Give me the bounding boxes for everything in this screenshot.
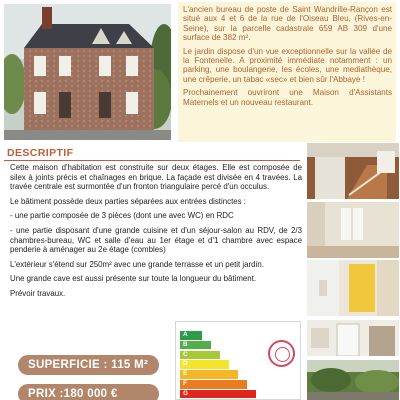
energy-label-header xyxy=(176,322,300,329)
photo-garden xyxy=(307,360,399,400)
energy-bar-g: G xyxy=(180,390,256,399)
desc-paragraph-parts: Le bâtiment possède deux parties séparées aux entrées distinctes : xyxy=(10,196,246,206)
energy-bar-b: B xyxy=(180,341,211,350)
energy-label xyxy=(175,321,301,400)
energy-bar-a: A xyxy=(180,331,202,340)
photo-room-window xyxy=(307,202,399,258)
house-photo xyxy=(4,4,171,140)
desc-paragraph-cellar: Une grande cave est aussi présente sur toute la longueur du bâtiment. xyxy=(10,274,257,284)
desc-paragraph-exterior: L'extérieur s'étend sur 250m² avec une grande terrasse et un petit jardin. xyxy=(10,259,264,269)
intro-paragraph-location: L'ancien bureau de poste de Saint Wandrille-Rançon est situé aux 4 et 6 de la rue de l'Oiseau Bleu, (Rives-en-Seine), sur la parcelle cadastrale 659 AB 309 d'une surface de 382 m². xyxy=(183,5,392,43)
price-badge: PRIX :180 000 € xyxy=(18,384,159,400)
photo-corridor xyxy=(307,320,399,356)
energy-stamp-icon xyxy=(268,340,295,367)
description-body xyxy=(10,163,302,304)
intro-paragraph-upcoming: Prochainement ouvriront une Maison d'Assistants Maternels et un nouveau restaurant. xyxy=(183,88,392,107)
intro-paragraph-garden: Le jardin dispose d'un vue exceptionnelle sur la vallée de la Fontenelle. A proximité immédiate notamment : un parking, une boulangerie, les écoles, une mediathèque, une crêperie, un tabac «sec» et bien sûr l'Abbaye ! xyxy=(183,46,392,84)
desc-paragraph-works: Prévoir travaux. xyxy=(10,289,66,299)
desc-paragraph-construction: Cette maison d'habitation est construite sur deux étages. Elle est composée de silex à joints précis et chaînages en brique. La façade est divisée en 4 travées. La travée centrale est surmontée d'un fronton triangulaire percé d'un occulus. xyxy=(10,163,302,191)
descriptif-header xyxy=(4,147,300,161)
energy-bar-c: C xyxy=(180,351,220,360)
energy-bar-f: F xyxy=(180,380,247,389)
photo-yellow-room xyxy=(307,260,399,316)
descriptif-title: DESCRIPTIF xyxy=(7,147,74,159)
desc-paragraph-part-one: - une partie composée de 3 pièces (dont une avec WC) en RDC xyxy=(10,211,234,221)
superficie-badge: SUPERFICIE : 115 M² xyxy=(18,355,159,375)
desc-paragraph-part-two: - une partie disposant d'une grande cuisine et d'un séjour-salon au RDV, de 2/3 chambres-bureau, WC et salle d'eau au 1er étage et d'1 chambre avec espace penderie à aménager au 2e étage (combles) xyxy=(10,226,302,255)
photo-staircase xyxy=(307,143,399,199)
energy-bar-d: D xyxy=(180,360,229,369)
energy-bar-e: E xyxy=(180,370,238,379)
intro-panel xyxy=(178,2,396,142)
